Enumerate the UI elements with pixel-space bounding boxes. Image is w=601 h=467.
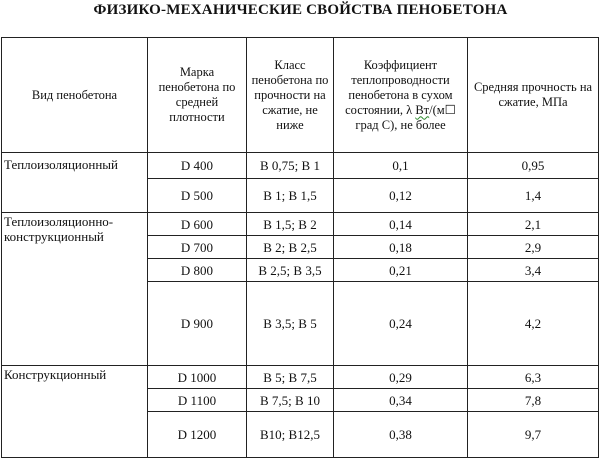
cell-strength-class: В 0,75; В 1 [247,153,334,179]
table-row [2,153,599,179]
cell-grade: D 800 [148,259,247,282]
cell-avg-strength: 4,2 [468,282,599,366]
header-conductivity-pre: Коэффициент теплопроводности пенобетона в сухом состоянии, λ [345,57,453,117]
cell-avg-strength: 1,4 [468,179,599,213]
header-density-grade: Марка пенобетона по средней плотности [148,38,247,153]
cell-avg-strength: 0,95 [468,153,599,179]
cell-avg-strength: 7,8 [468,389,599,412]
cell-grade: D 1000 [148,366,247,389]
cell-conductivity: 0,18 [334,236,468,259]
cell-grade: D 500 [148,179,247,213]
cell-grade: D 400 [148,153,247,179]
cell-grade: D 1100 [148,389,247,412]
cell-avg-strength: 2,9 [468,236,599,259]
cell-conductivity: 0,14 [334,213,468,236]
cell-conductivity: 0,24 [334,282,468,366]
properties-table [1,37,599,458]
group-type-cell: Теплоизоляционно-конструкционный [2,213,148,366]
cell-avg-strength: 2,1 [468,213,599,236]
header-strength-class: Класс пенобетона по прочности на сжатие, не ниже [247,38,334,153]
cell-avg-strength: 3,4 [468,259,599,282]
cell-strength-class: В10; В12,5 [247,412,334,458]
header-conductivity [334,38,468,153]
cell-strength-class: В 1; В 1,5 [247,179,334,213]
cell-strength-class: В 2,5; В 3,5 [247,259,334,282]
cell-strength-class: В 3,5; В 5 [247,282,334,366]
cell-grade: D 700 [148,236,247,259]
table-header-row [2,38,599,153]
header-conductivity-post: /(м☐ град С), не более [355,102,456,132]
cell-avg-strength: 6,3 [468,366,599,389]
cell-grade: D 1200 [148,412,247,458]
cell-conductivity: 0,21 [334,259,468,282]
cell-grade: D 600 [148,213,247,236]
header-avg-strength: Средняя прочность на сжатие, МПа [468,38,599,153]
cell-conductivity: 0,29 [334,366,468,389]
cell-strength-class: В 7,5; В 10 [247,389,334,412]
group-type-cell: Конструкционный [2,366,148,458]
cell-grade: D 900 [148,282,247,366]
header-conductivity-unit: Вт [415,102,430,117]
group-type-cell: Теплоизоляционный [2,153,148,213]
cell-conductivity: 0,12 [334,179,468,213]
cell-conductivity: 0,38 [334,412,468,458]
cell-conductivity: 0,34 [334,389,468,412]
header-type: Вид пенобетона [2,38,148,153]
table-row [2,213,599,236]
table-row [2,366,599,389]
cell-conductivity: 0,1 [334,153,468,179]
page-title: ФИЗИКО-МЕХАНИЧЕСКИЕ СВОЙСТВА ПЕНОБЕТОНА [93,2,508,18]
cell-strength-class: В 5; В 7,5 [247,366,334,389]
cell-strength-class: В 1,5; В 2 [247,213,334,236]
cell-avg-strength: 9,7 [468,412,599,458]
cell-strength-class: В 2; В 2,5 [247,236,334,259]
